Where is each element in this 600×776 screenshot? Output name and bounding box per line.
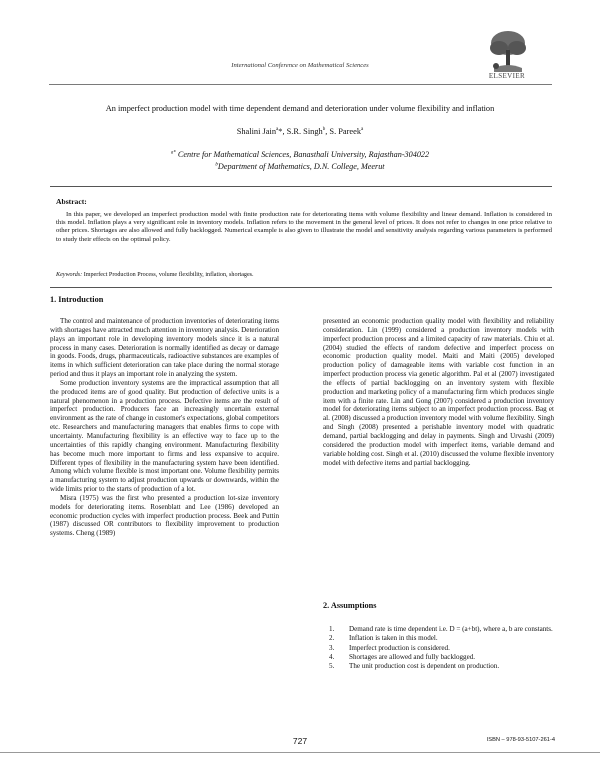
paragraph: presented an economic production quality model with flexibility and reliability consideration. Lin (1999) considered a production inventory models with imperfect production process and a limited capacity of raw materials. Chiu et al. (2004) studied the effects of random defective and imperfect process on economic production quality model. Maiti and Maiti (2005) developed production policy of damageable items with variable cost function in an imperfect production process via genetic algorithm. Pal et al (2007) investigated the effects of partial backlogging on an inventory system with flexible production and marketing policy of a manufacturing firm which produces single item with a finite rate. Lin and Gong (2007) considered a production inventory model for deteriorating items subject to an imperfect production process. Bag et al. (2008) discussed a production inventory model with volume flexibility. Singh and Singh (2008) presented a perishable inventory model with quadratic demand, partial backlogging and delay in payments. Singh and Urvashi (2009) considered the production model with imperfect items, variable demand and variable holding cost. Singh et al. (2010) discussed the volume flexible inventory model with defective items and partial backlogging. [323,317,554,467]
list-number: 3. [329,643,335,652]
assumptions-list [323,625,553,672]
affiliation [0,150,600,159]
section-heading: 2. Assumptions [323,601,377,610]
section-heading: 1. Introduction [50,295,104,304]
corresponding-author-mark: * [278,127,283,136]
affiliation-text: Department of Mathematics, D.N. College, Meerut [217,162,385,171]
list-number: 4. [329,653,335,662]
page-number: 727 [292,736,308,746]
isbn: ISBN – 978-93-5107-261-4 [486,737,555,743]
paper-title: An imperfect production model with time dependent demand and deterioration under volume flexibility and inflation [105,104,495,113]
keywords-label: Keywords: [56,272,83,278]
conference-name: International Conference on Mathematical Sciences [231,62,369,69]
list-number: 5. [329,662,335,671]
list-number: 1. [329,625,335,633]
abstract-heading: Abstract: [56,197,87,206]
affiliation-text: Centre for Mathematical Sciences, Banasthali University, Rajasthan-304022 [177,150,430,159]
keywords [56,272,254,278]
author-affiliation-mark: a [276,127,279,133]
footer-rule [0,752,600,753]
affiliation-mark: b [215,162,218,168]
list-text: Shortages are allowed and fully backlogged. [349,653,476,662]
publisher-name: ELSEVIER [488,72,526,80]
abstract-top-rule [50,186,552,187]
abstract-bottom-rule [50,287,552,288]
list-item [323,644,553,653]
list-text: Imperfect production is considered. [349,643,450,652]
list-item [323,662,553,671]
list-item [323,653,553,662]
header-divider [49,84,552,85]
paragraph: Some production inventory systems are the impractical assumption that all the produced items are of good quality. But production of defective units is a natural phenomenon in a production process. Defective items are the result of imperfect production. Producers face an increasingly uncertain external environment as the rate of change in customer's expectations, global competitors etc. Researchers and manufacturing managers that enables firms to cope with uncertainty. Manufacturing flexibility is an effective way to face up to the uncertainties of this rapidly changing environment. Manufacturing flexibility has become much more important to firms and less expansive to acquire. Different types of flexibility in the manufacturing system have been identified. Among which volume flexible is most important one. Volume flexibility permits a manufacturing system to adjust production upwards or downwards, within the wide limits prior to the starts of production of a lot. [50,378,279,494]
author-affiliation-mark: a [361,127,364,133]
affiliation [0,162,600,171]
author-name: S.R. Singh [286,127,323,136]
author-affiliation-mark: b [322,127,326,133]
right-column [323,317,554,467]
affiliation-mark: a* [170,150,176,156]
list-number: 2. [329,634,335,643]
abstract-text: In this paper, we developed an imperfect production model with finite production rate for deteriorating items with volume flexibility and linear demand. Inflation is considered in this model. Inflation plays a very significant role in inventory models. Inflation refers to the movement in the general level of prices. It does not refer to changes in one price relative to other prices. Shortages are also allowed and fully backlogged. Numerical example is also given to illustrate the model and sensitivity analysis regarding various parameters is performed to study their effects on the optimal policy. [56,211,552,243]
list-item [323,634,553,643]
elsevier-tree-logo [484,28,532,76]
list-item [323,625,553,634]
list-text: The unit production cost is dependent on production. [349,662,500,671]
keywords-text: Imperfect Production Process, volume flexibility, inflation, shortages. [83,272,254,278]
list-text: Inflation is taken in this model. [349,634,438,643]
left-column [50,317,279,538]
paragraph: Misra (1975) was the first who presented a production lot-size inventory models for deteriorating items. Rosenblatt and Lee (1986) developed an economic production cycles with imperfect production process. Beek and Puttin (1987) discussed OR contributors to flexibility improvement to production systems. Cheng (1989) [50,493,279,538]
paragraph: The control and maintenance of production inventories of deteriorating items with shortages have attracted much attention in inventory analysis. Deterioration plays an important role in developing inventory models since it is a natural process in many cases. Deterioration is normally identified as decay or damage in goods. Foods, drugs, pharmaceuticals, radioactive substances are examples of items in which sufficient deterioration can take place during the normal storage period and thus it plays an important role in analyzing the system. [50,317,279,379]
author-list: Shalini Jain$^a$*, S.R. Singh$^b$, S. Pareek$^a$ [236,127,364,136]
author-name: S. Pareek [329,127,362,136]
author-name: Shalini Jain [236,127,277,136]
list-text: Demand rate is time dependent i.e. D = (a+bt), where a, b are constants. [349,625,553,633]
